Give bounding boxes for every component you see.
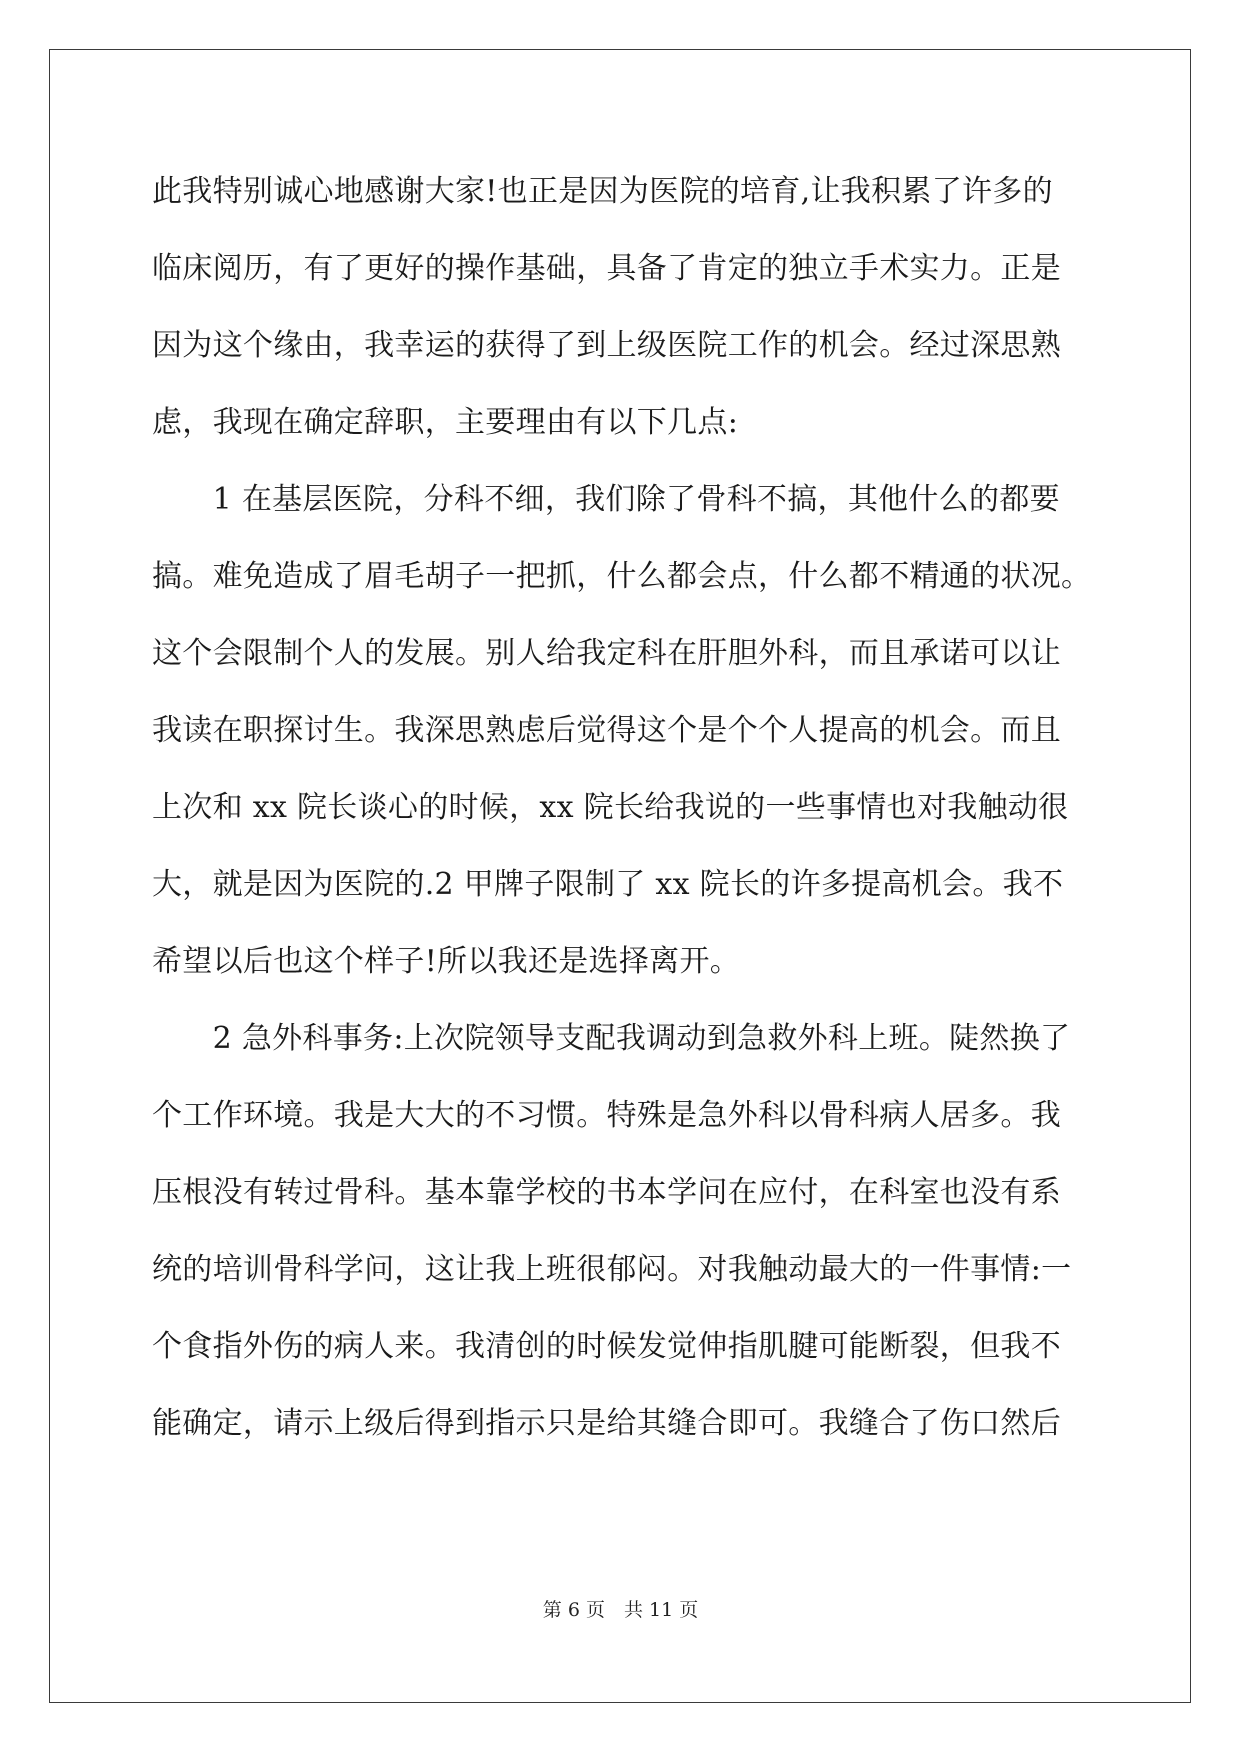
text-line: 临床阅历，有了更好的操作基础，具备了肯定的独立手术实力。正是 [152, 251, 1061, 286]
text-line: 能确定，请示上级后得到指示只是给其缝合即可。我缝合了伤口然后 [152, 1406, 1061, 1441]
text-line: 压根没有转过骨科。基本靠学校的书本学问在应付，在科室也没有系 [152, 1175, 1061, 1210]
text-line: 大，就是因为医院的.2 甲牌子限制了 xx 院长的许多提高机会。我不 [152, 867, 1064, 902]
text-line: 这个会限制个人的发展。别人给我定科在肝胆外科，而且承诺可以让 [152, 636, 1061, 671]
text-line: 1 在基层医院，分科不细，我们除了骨科不搞，其他什么的都要 [152, 482, 1060, 517]
text-line: 因为这个缘由，我幸运的获得了到上级医院工作的机会。经过深思熟 [152, 328, 1061, 363]
text-line: 统的培训骨科学问，这让我上班很郁闷。对我触动最大的一件事情:一 [152, 1252, 1072, 1287]
text-line: 希望以后也这个样子!所以我还是选择离开。 [152, 944, 741, 979]
text-line: 上次和 xx 院长谈心的时候，xx 院长给我说的一些事情也对我触动很 [152, 790, 1069, 825]
text-line: 搞。难免造成了眉毛胡子一把抓，什么都会点，什么都不精通的状况。 [152, 559, 1092, 594]
text-line: 个工作环境。我是大大的不习惯。特殊是急外科以骨科病人居多。我 [152, 1098, 1061, 1133]
text-line: 我读在职探讨生。我深思熟虑后觉得这个是个个人提高的机会。而且 [152, 713, 1061, 748]
text-line: 个食指外伤的病人来。我清创的时候发觉伸指肌腱可能断裂，但我不 [152, 1329, 1061, 1364]
text-line: 2 急外科事务:上次院领导支配我调动到急救外科上班。陡然换了 [152, 1021, 1071, 1056]
document-body [152, 153, 1092, 1462]
text-line: 此我特别诚心地感谢大家!也正是因为医院的培育,让我积累了许多的 [152, 174, 1053, 209]
page-number-footer: 第 6 页 共 11 页 [542, 1599, 699, 1621]
text-line: 虑，我现在确定辞职，主要理由有以下几点: [152, 405, 739, 440]
